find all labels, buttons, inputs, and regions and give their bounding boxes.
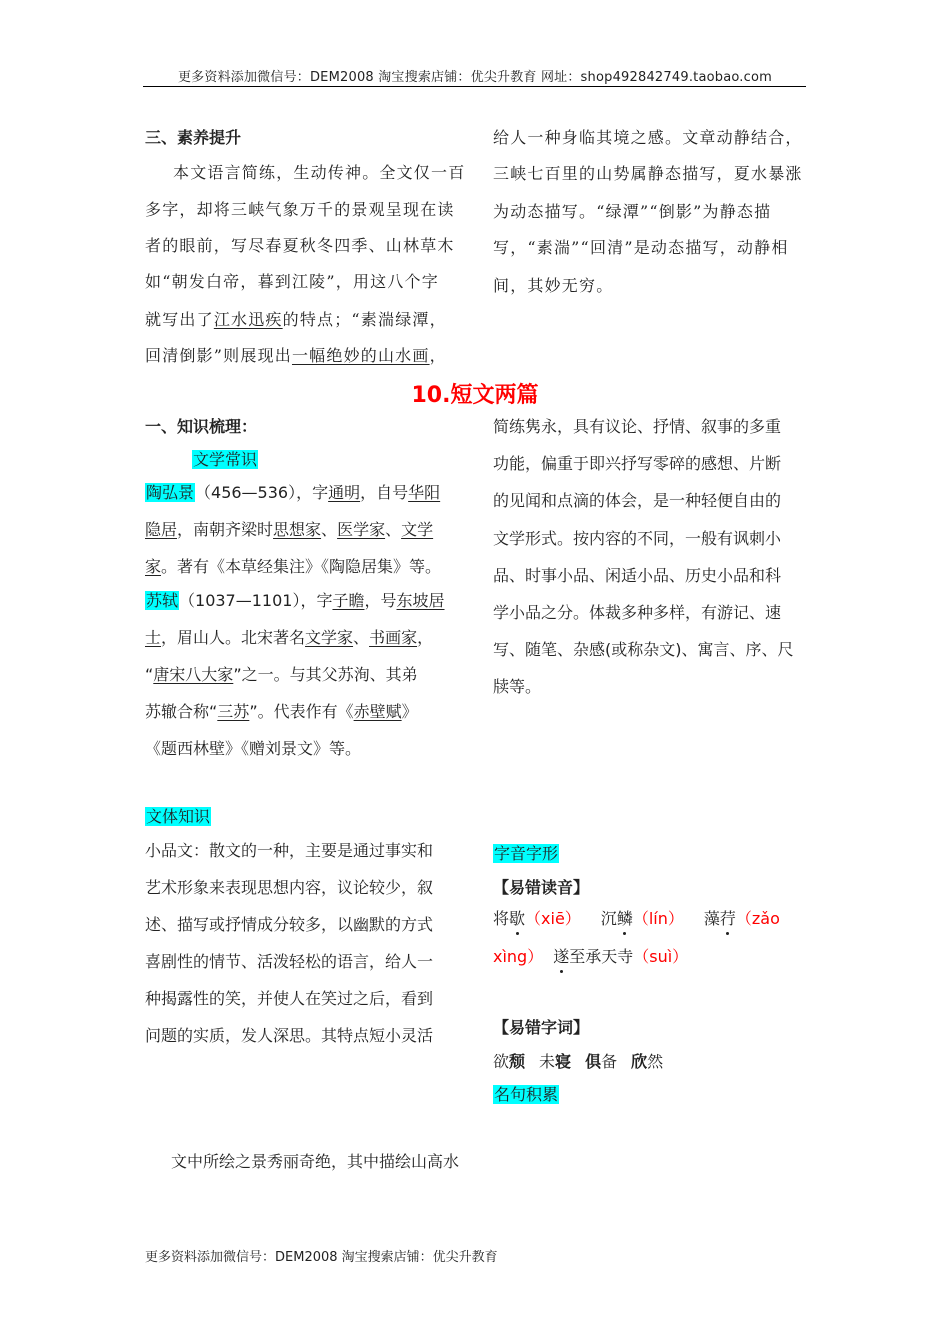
pinyin: （xiē）	[525, 909, 581, 928]
text-span: 未	[539, 1052, 556, 1071]
paragraph-line: 文学形式。按内容的不同，一般有讽刺小	[493, 529, 782, 548]
paragraph-line: 多字，却将三峡气象万千的景观呈现在读	[145, 200, 455, 219]
underlined-keyword: 东坡居	[396, 591, 445, 610]
label-genre-knowledge	[145, 807, 211, 827]
author-name: 苏轼	[146, 591, 179, 610]
paragraph-line: 艺术形象来表现思想内容，议论较少，叙	[145, 878, 434, 897]
text-span: 备	[601, 1052, 618, 1071]
underlined-keyword: 赤壁赋	[353, 702, 402, 721]
text-span: 至承天寺	[569, 947, 634, 966]
pinyin: （lín）	[632, 909, 684, 928]
text-span: 回清倒影”则展现出	[145, 346, 292, 365]
pronunciation-line	[493, 947, 688, 967]
dotted-char: 歇	[509, 909, 526, 928]
paragraph-line: 牍等。	[493, 677, 542, 696]
error-words-line	[493, 1052, 663, 1072]
lesson-title: 10.短文两篇	[411, 383, 539, 408]
text-span: “	[145, 665, 154, 684]
text-span: ”之一。与其父苏洵、其弟	[233, 665, 418, 684]
text-span: ，	[429, 346, 447, 365]
pronunciation-heading: 【易错读音】	[493, 878, 590, 897]
text-span: （456—536），字	[195, 483, 329, 502]
highlight-label: 名句积累	[494, 1085, 559, 1104]
pinyin: （zǎo	[735, 909, 780, 928]
underlined-keyword: 华阳	[408, 483, 441, 502]
underlined-keyword: 江水迅疾	[213, 310, 283, 329]
paragraph-line	[145, 310, 447, 330]
label-famous-quotes	[493, 1085, 559, 1105]
pinyin: （suì）	[633, 947, 689, 966]
bold-char: 寝	[555, 1052, 572, 1071]
pronunciation-line	[493, 909, 780, 929]
page-header: 更多资料添加微信号：DEM2008 淘宝搜索店铺：优尖升教育 网址：shop492842749.taobao.com	[177, 70, 773, 85]
header-divider	[143, 86, 806, 87]
paragraph-line: 者的眼前，写尽春夏秋冬四季、山林草木	[145, 236, 455, 255]
author-entry-su	[145, 665, 418, 685]
dotted-char: 遂	[553, 947, 570, 966]
paragraph-line: 简练隽永，具有议论、抒情、叙事的多重	[493, 417, 782, 436]
text-span: ，南朝齐梁时	[177, 520, 274, 539]
author-entry-su	[145, 628, 433, 648]
section-heading-literacy: 三、素养提升	[145, 128, 242, 147]
underlined-keyword: 文学	[401, 520, 434, 539]
bold-char: 颓	[509, 1052, 526, 1071]
underlined-keyword: 士	[145, 628, 162, 647]
underlined-keyword: 医学家	[337, 520, 386, 539]
paragraph-line: 种揭露性的笑，并使人在笑过之后，看到	[145, 989, 434, 1008]
highlight-label: 字音字形	[494, 844, 559, 863]
paragraph-line: 喜剧性的情节、活泼轻松的语言，给人一	[145, 952, 434, 971]
author-entry-su	[145, 591, 445, 611]
text-span: ，	[417, 628, 434, 647]
paragraph-line: 功能，偏重于即兴抒写零碎的感想、片断	[493, 454, 782, 473]
text-span: 然	[647, 1052, 664, 1071]
author-entry-su	[145, 702, 418, 722]
error-words-heading: 【易错字词】	[493, 1018, 590, 1037]
paragraph-line: 问题的实质，发人深思。其特点短小灵活	[145, 1026, 434, 1045]
text-span: 苏辙合称“	[145, 702, 218, 721]
paragraph-line: 述、描写或抒情成分较多，以幽默的方式	[145, 915, 434, 934]
paragraph-line: 如“朝发白帝，暮到江陵”，用这八个字	[145, 272, 439, 291]
text-span: ，眉山人。北宋著名	[161, 628, 306, 647]
underlined-keyword: 一幅绝妙的山水画	[291, 346, 430, 365]
text-span: ”。代表作有《	[249, 702, 354, 721]
underlined-keyword: 书画家	[369, 628, 418, 647]
text-span: 沉	[600, 909, 617, 928]
paragraph-line: 写、随笔、杂感(或称杂文)、寓言、序、尺	[493, 640, 794, 659]
bold-char: 欣	[631, 1052, 648, 1071]
underlined-keyword: 家	[145, 557, 162, 576]
highlight-label: 文体知识	[146, 807, 211, 826]
underlined-keyword: 唐宋八大家	[153, 665, 234, 684]
text-span: 藻	[703, 909, 720, 928]
page-footer: 更多资料添加微信号：DEM2008 淘宝搜索店铺：优尖升教育	[145, 1250, 498, 1265]
paragraph-line: 为动态描写。“绿潭”“倒影”为静态描	[493, 202, 772, 221]
text-span: 的特点；“素湍绿潭，	[282, 310, 447, 329]
label-literary-knowledge	[192, 450, 258, 470]
paragraph-line: 写，“素湍”“回清”是动态描写，动静相	[493, 238, 789, 257]
paragraph-line: 学小品之分。体裁多种多样，有游记、速	[493, 603, 782, 622]
underlined-keyword: 文学家	[305, 628, 354, 647]
author-entry-tao	[145, 483, 440, 503]
paragraph-line: 给人一种身临其境之感。文章动静结合，	[493, 128, 803, 147]
bold-char: 俱	[585, 1052, 602, 1071]
paragraph-line	[145, 346, 447, 366]
paragraph-line: 的见闻和点滴的体会，是一种轻便自由的	[493, 491, 782, 510]
underlined-keyword: 通明	[328, 483, 361, 502]
dotted-char: 鳞	[616, 909, 633, 928]
section-heading-knowledge: 一、知识梳理：	[145, 417, 258, 436]
text-span: 、	[385, 520, 402, 539]
text-span: 》	[401, 702, 418, 721]
underlined-keyword: 隐居	[145, 520, 178, 539]
underlined-keyword: 子瞻	[332, 591, 365, 610]
underlined-keyword: 思想家	[273, 520, 322, 539]
paragraph-line: 本文语言简练，生动传神。全文仅一百	[173, 163, 466, 182]
author-entry-tao	[145, 520, 433, 540]
paragraph-line: 三峡七百里的山势属静态描写，夏水暴涨	[493, 164, 803, 183]
text-span: 欲	[493, 1052, 510, 1071]
author-entry-su: 《题西林壁》《赠刘景文》等。	[145, 739, 362, 758]
text-span: ，号	[364, 591, 397, 610]
paragraph-line: 间，其妙无穷。	[493, 276, 614, 295]
text-span: （1037—1101），字	[179, 591, 333, 610]
text-span: 就写出了	[145, 310, 214, 329]
text-span: 、	[321, 520, 338, 539]
highlight-label: 文学常识	[193, 450, 258, 469]
pinyin: xìng）	[493, 947, 544, 966]
underlined-keyword: 三苏	[217, 702, 250, 721]
label-sound-form	[493, 844, 559, 864]
paragraph-line: 品、时事小品、闲适小品、历史小品和科	[493, 566, 782, 585]
text-span: 、	[353, 628, 370, 647]
paragraph-line: 小品文：散文的一种，主要是通过事实和	[145, 841, 434, 860]
dotted-char: 荇	[719, 909, 736, 928]
author-name: 陶弘景	[146, 483, 195, 502]
text-span: ，自号	[360, 483, 409, 502]
paragraph-line: 文中所绘之景秀丽奇绝，其中描绘山高水	[171, 1152, 460, 1171]
text-span: 。著有《本草经集注》《陶隐居集》等。	[161, 557, 442, 576]
author-entry-tao	[145, 557, 441, 577]
text-span: 将	[493, 909, 510, 928]
